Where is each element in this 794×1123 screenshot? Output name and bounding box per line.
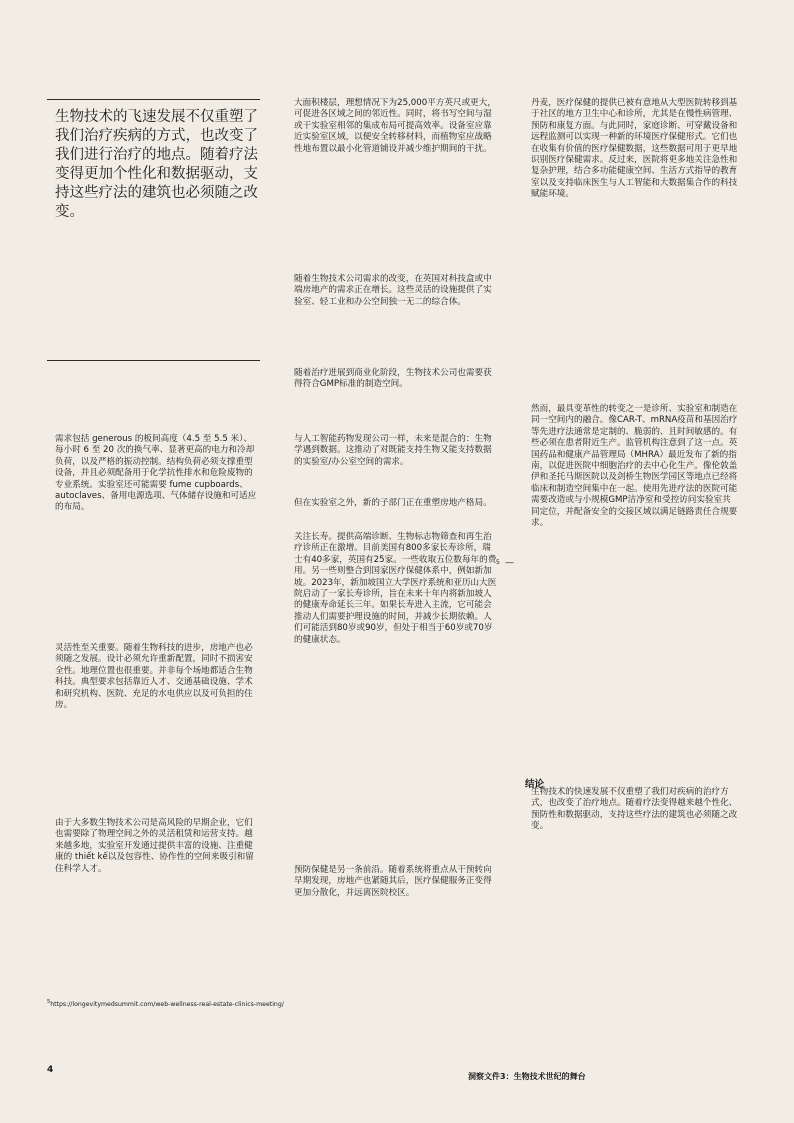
col3-paragraph-2: 然而，最具变革性的转变之一是诊所、实验室和制造在同一空间内的融合。像CAR-T、mRNA疫苗和基因治疗等先进疗法通常是定制的、脆弱的、且时间敏感的。有些必须在患者附近生产。监管机构注意到了这一点。英国药品和健康产品管理局（MHRA）最近发布了新的指南，以促进医院中细胞治疗的去中心化生产。像伦敦盖伊和圣托马斯医院以及剑桥生物医学园区等地点已经将临床和制造空间集中在一起。使用先进疗法的医院可能需要改造或与小规模GMP洁净室和受控访问实验室共同定位，并配备安全的交接区域以满足链路责任合规要求。 [531, 404, 738, 529]
running-footer: 洞察文件3：生物技术世纪的舞台 [468, 1072, 586, 1081]
col2-paragraph-4: 与人工智能药物发现公司一样，未来是混合的：生物学遇到数据。这推动了对既能支持生物又能支持数据的实验室/办公室空间的需求。 [294, 434, 492, 467]
col2-paragraph-5: 但在实验室之外，新的子部门正在重塑房地产格局。 [294, 498, 492, 508]
col3-paragraph-1: 丹麦，医疗保健的提供已被有意地从大型医院转移到基于社区的地方卫生中心和诊所，尤其是在慢性病管理、预防和康复方面。与此同时，家庭诊断、可穿戴设备和远程监测可以实现一种新的环境医疗保健形式。它们也在收集有价值的医疗保健数据，这些数据可用于更早地识别医疗保健需求。反过来，医院将更多地关注急性和复杂护理，结合多功能健康空间、生活方式指导的教育室以及支持临床医生与人工智能和大数据集合作的科技赋能环境。 [531, 98, 738, 200]
intro-bottom-rule [47, 360, 260, 361]
col2-paragraph-6: 关注长寿。提供高端诊断、生物标志物筛查和再生治疗诊所正在激增。目前美国有800多家长寿诊所，瑞士有40多家，英国有25家。一些收取五位数每年的费用。另一些则整合到国家医疗保健体系中，例如新加坡。2023年，新加坡国立大学医疗系统和亚历山大医院启动了一家长寿诊所，旨在未来十年内将新加坡人的健康寿命延长三年。如果长寿进入主流，它可能会推动人们需要护理设施的时间，并减少长期依赖。人们可能活到80岁或90岁，但处于相当于60岁或70岁的健康状态。 [294, 532, 497, 645]
col2-paragraph-2: 随着生物技术公司需求的改变，在英国对科技盒或中端房地产的需求正在增长。这些灵活的设施提供了实验室、轻工业和办公空间独一无二的综合体。 [294, 274, 492, 307]
col2-paragraph-3: 随着治疗进展到商业化阶段，生物技术公司也需要获得符合GMP标准的制造空间。 [294, 368, 492, 390]
conclusion-paragraph: 生物技术的快速发展不仅重塑了我们对疾病的治疗方式，也改变了治疗地点。随着疗法变得越来越个性化、预防性和数据驱动，支持这些疗法的建筑也必须随之改变。 [531, 787, 738, 832]
footnote [47, 998, 284, 1009]
col2-paragraph-1: 大面积楼层，理想情况下为25,000平方英尺或更大，可促进各区域之间的邻近性。同时，将书写空间与湿或干实验室相邻的集成布局可提高效率。设备室应靠近实验室区域，以便安全转移材料，而植物室应战略性地布置以最小化管道铺设并减少维护期间的干扰。 [294, 98, 496, 154]
intro-pull-quote: 生物技术的飞速发展不仅重塑了我们治疗疾病的方式，也改变了我们进行治疗的地点。随着疗法变得更加个性化和数据驱动，支持这些疗法的建筑也必须随之改变。 [55, 109, 258, 220]
footnote-marker: 5 [496, 559, 500, 566]
col2-paragraph-7: 预防保健是另一条前沿。随着系统将重点从干预转向早期发现，房地产也紧随其后，医疗保健服务正变得更加分散化，并远离医院校区。 [294, 865, 492, 898]
col1-paragraph-3: 由于大多数生物技术公司是高风险的早期企业，它们也需要除了物理空间之外的灵活租赁和运营支持。越来越多地，实验室开发通过提供丰富的设施、注重健康的 thiết kế以及包容性、协作性的空间来吸引和留住科学人才。 [55, 818, 254, 874]
col1-paragraph-1: 需求包括 generous 的板间高度（4.5 至 5.5 米）、每小时 6 至 20 次的换气率、显著更高的电力和冷却负荷，以及严格的振动控制。结构负荷必须支撑重型设备，并且必须配备用于化学抗性排水和危险废物的专业系统。实验室还可能需要 fume cupboards、autoclaves、备用电源选项、气体储存设施和可适应的布局。 [55, 434, 257, 513]
intro-top-rule [47, 99, 260, 100]
col1-paragraph-2: 灵活性至关重要。随着生物科技的进步，房地产也必须随之发展。设计必须允许重新配置，同时不损害安全性。地理位置也很重要。并非每个场地都适合生物科技。典型要求包括靠近人才、交通基础设施、学术和研究机构、医院、充足的水电供应以及可负担的住房。 [55, 643, 253, 711]
page-number: 4 [47, 1065, 54, 1075]
conclusion-heading: 结论 [525, 779, 545, 790]
footnote-ref: 5 [47, 999, 51, 1005]
footnote-dash: — [505, 558, 514, 568]
footnote-url[interactable]: https://longevitymedsummit.com/web-wellness-real-estate-clinics-meeting/ [50, 1001, 284, 1009]
